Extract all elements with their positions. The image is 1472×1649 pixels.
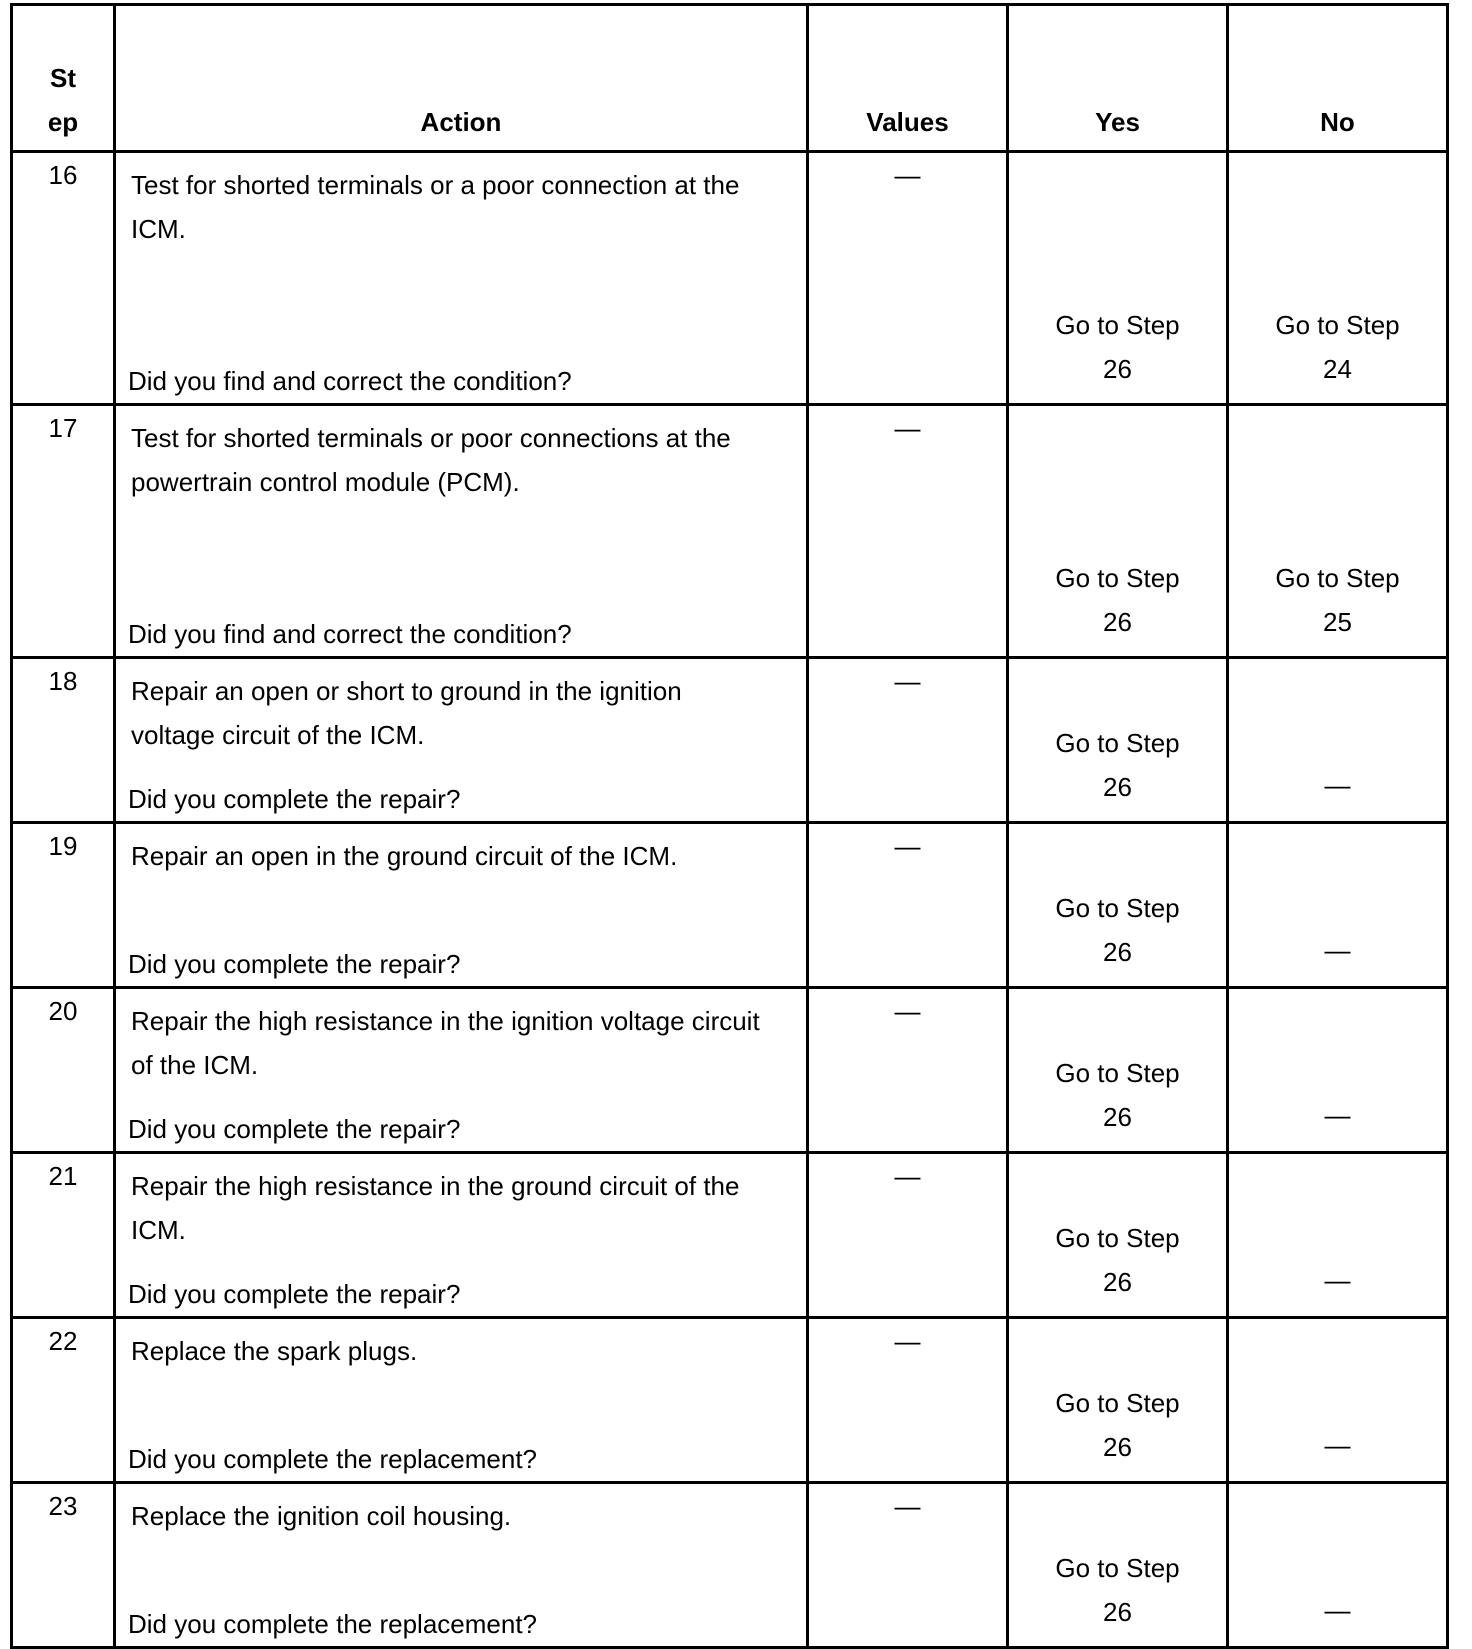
action-question: Did you find and correct the condition? bbox=[128, 366, 572, 396]
no-dash: — bbox=[1324, 1265, 1351, 1295]
header-action: Action bbox=[115, 5, 808, 152]
no-dash: — bbox=[1324, 770, 1351, 800]
action-cell bbox=[115, 405, 808, 658]
yes-goto: Go to Step 26 bbox=[1055, 728, 1180, 802]
action-text: Repair an open or short to ground in the ignition voltage circuit of the ICM. bbox=[131, 676, 682, 750]
yes-cell bbox=[1008, 152, 1228, 405]
no-cell bbox=[1228, 1153, 1448, 1318]
action-question: Did you complete the replacement? bbox=[128, 1609, 538, 1639]
values-cell: — bbox=[808, 1153, 1008, 1318]
yes-goto: Go to Step 26 bbox=[1055, 1058, 1180, 1132]
yes-cell bbox=[1008, 823, 1228, 988]
yes-cell bbox=[1008, 658, 1228, 823]
table-row bbox=[12, 988, 1448, 1153]
yes-goto: Go to Step 26 bbox=[1055, 310, 1180, 384]
action-cell bbox=[115, 658, 808, 823]
action-cell bbox=[115, 1318, 808, 1483]
action-question: Did you find and correct the condition? bbox=[128, 619, 572, 649]
no-cell bbox=[1228, 823, 1448, 988]
yes-goto: Go to Step 26 bbox=[1055, 1388, 1180, 1462]
action-text: Repair an open in the ground circuit of the ICM. bbox=[131, 841, 678, 871]
yes-cell bbox=[1008, 988, 1228, 1153]
table-row bbox=[12, 823, 1448, 988]
yes-goto: Go to Step 26 bbox=[1055, 1223, 1180, 1297]
values-cell: — bbox=[808, 1483, 1008, 1648]
no-goto: Go to Step 24 bbox=[1275, 310, 1400, 384]
header-no: No bbox=[1228, 5, 1448, 152]
values-cell: — bbox=[808, 152, 1008, 405]
header-step: St ep bbox=[12, 5, 115, 152]
yes-cell bbox=[1008, 1153, 1228, 1318]
values-cell: — bbox=[808, 988, 1008, 1153]
no-cell bbox=[1228, 988, 1448, 1153]
table-row bbox=[12, 1483, 1448, 1648]
step-number: 17 bbox=[12, 405, 115, 658]
action-cell bbox=[115, 1483, 808, 1648]
header-values: Values bbox=[808, 5, 1008, 152]
yes-goto: Go to Step 26 bbox=[1055, 563, 1180, 637]
step-number: 23 bbox=[12, 1483, 115, 1648]
action-cell bbox=[115, 152, 808, 405]
step-number: 20 bbox=[12, 988, 115, 1153]
no-cell bbox=[1228, 1483, 1448, 1648]
step-number: 19 bbox=[12, 823, 115, 988]
action-text: Replace the ignition coil housing. bbox=[131, 1501, 512, 1531]
header-yes: Yes bbox=[1008, 5, 1228, 152]
table-row bbox=[12, 152, 1448, 405]
table-row bbox=[12, 405, 1448, 658]
values-cell: — bbox=[808, 1318, 1008, 1483]
diagnostic-table bbox=[10, 3, 1449, 1649]
action-question: Did you complete the repair? bbox=[128, 784, 461, 814]
values-cell: — bbox=[808, 405, 1008, 658]
action-text: Replace the spark plugs. bbox=[131, 1336, 418, 1366]
step-number: 18 bbox=[12, 658, 115, 823]
action-question: Did you complete the replacement? bbox=[128, 1444, 538, 1474]
yes-goto: Go to Step 26 bbox=[1055, 893, 1180, 967]
action-question: Did you complete the repair? bbox=[128, 1279, 461, 1309]
action-question: Did you complete the repair? bbox=[128, 1114, 461, 1144]
no-dash: — bbox=[1324, 1430, 1351, 1460]
yes-cell bbox=[1008, 1318, 1228, 1483]
yes-cell bbox=[1008, 405, 1228, 658]
no-dash: — bbox=[1324, 1595, 1351, 1625]
action-cell bbox=[115, 823, 808, 988]
action-text: Repair the high resistance in the ignition voltage circuit of the ICM. bbox=[131, 1006, 760, 1080]
table-row bbox=[12, 1318, 1448, 1483]
action-question: Did you complete the repair? bbox=[128, 949, 461, 979]
no-dash: — bbox=[1324, 1100, 1351, 1130]
table-row bbox=[12, 658, 1448, 823]
header-row bbox=[12, 5, 1448, 152]
yes-cell bbox=[1008, 1483, 1228, 1648]
action-text: Test for shorted terminals or a poor connection at the ICM. bbox=[131, 170, 740, 244]
step-number: 16 bbox=[12, 152, 115, 405]
yes-goto: Go to Step 26 bbox=[1055, 1553, 1180, 1627]
action-cell bbox=[115, 1153, 808, 1318]
values-cell: — bbox=[808, 658, 1008, 823]
step-number: 22 bbox=[12, 1318, 115, 1483]
no-cell bbox=[1228, 152, 1448, 405]
action-text: Repair the high resistance in the ground circuit of the ICM. bbox=[131, 1171, 740, 1245]
no-cell bbox=[1228, 405, 1448, 658]
step-number: 21 bbox=[12, 1153, 115, 1318]
table-row bbox=[12, 1153, 1448, 1318]
action-text: Test for shorted terminals or poor connections at the powertrain control module (PCM). bbox=[131, 423, 731, 497]
no-goto: Go to Step 25 bbox=[1275, 563, 1400, 637]
no-dash: — bbox=[1324, 935, 1351, 965]
no-cell bbox=[1228, 658, 1448, 823]
action-cell bbox=[115, 988, 808, 1153]
values-cell: — bbox=[808, 823, 1008, 988]
no-cell bbox=[1228, 1318, 1448, 1483]
